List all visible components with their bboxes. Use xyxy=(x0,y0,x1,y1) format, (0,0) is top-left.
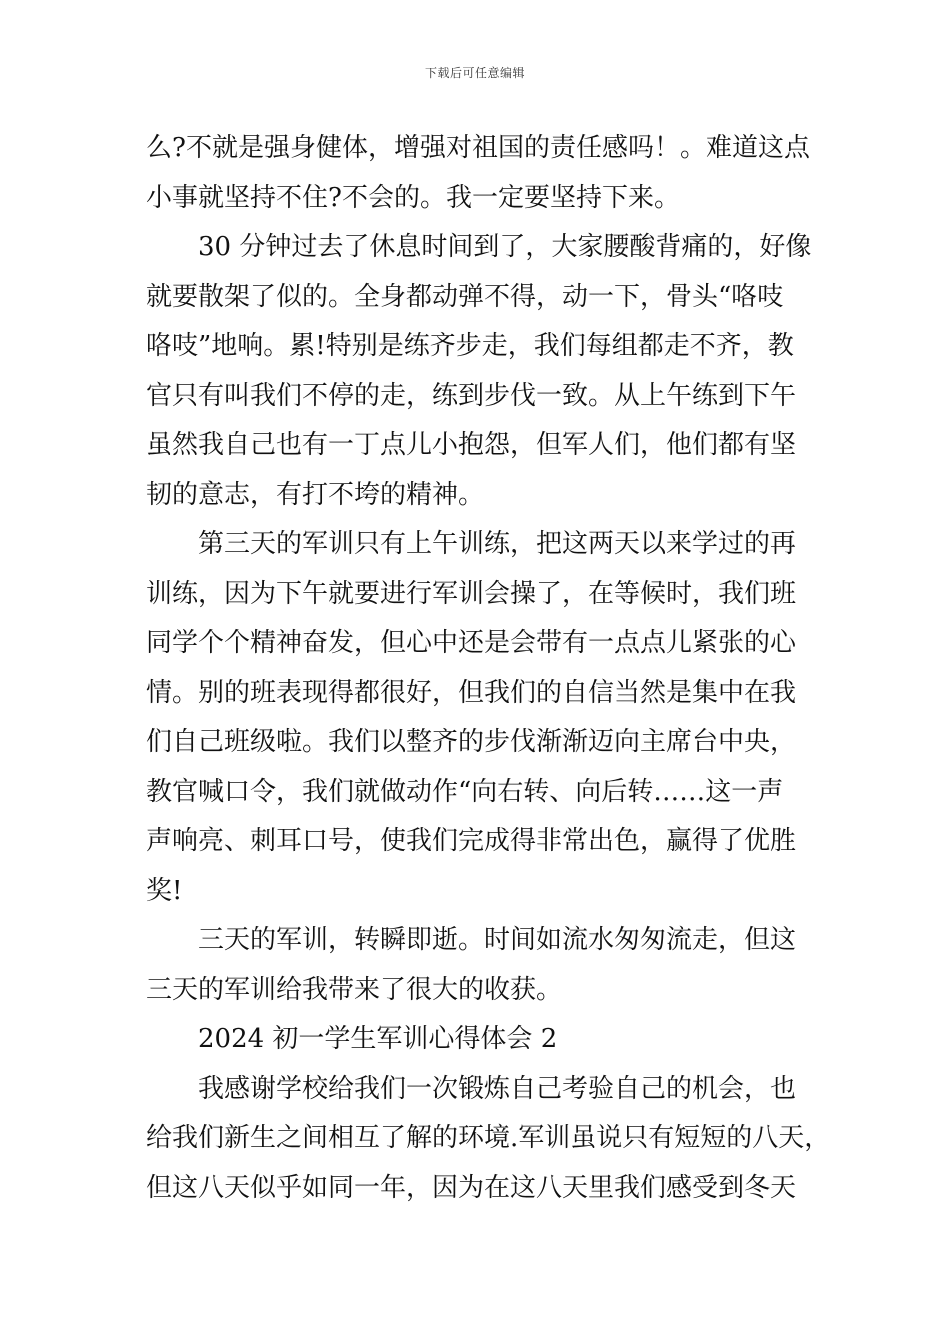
text-line: 小事就坚持不住?不会的。我一定要坚持下来。 xyxy=(146,182,680,213)
paragraph-5 xyxy=(146,1065,831,1214)
text-line: 第三天的军训只有上午训练，把这两天以来学过的再 xyxy=(198,529,797,559)
text-line: 同学个个精神奋发，但心中还是会带有一点点儿紧张的心 xyxy=(146,628,797,658)
paragraph-4 xyxy=(146,916,816,1015)
text-line: 三天的军训，转瞬即逝。时间如流水匆匆流走，但这 xyxy=(198,925,797,955)
text-line: 韧的意志，有打不垮的精神。 xyxy=(146,479,485,510)
text-line: 官只有叫我们不停的走，练到步伐一致。从上午练到下午 xyxy=(146,380,797,411)
text-line: 三天的军训给我带来了很大的收获。 xyxy=(146,974,563,1005)
text-line: 声响亮、刺耳口号，使我们完成得非常出色，赢得了优胜 xyxy=(146,826,797,856)
section-heading xyxy=(146,1015,816,1065)
text-line: 但这八天似乎如同一年，因为在这八天里我们感受到冬天 xyxy=(146,1172,797,1203)
text-line: 奖! xyxy=(146,875,183,906)
text-line: 么?不就是强身健体，增强对祖国的责任感吗！。难道这点 xyxy=(146,133,810,163)
text-line: 30 分钟过去了休息时间到了，大家腰酸背痛的，好像 xyxy=(198,232,812,262)
text-line: 就要散架了似的。全身都动弹不得，动一下，骨头“咯吱 xyxy=(146,281,784,312)
page-header-note: 下载后可任意编辑 xyxy=(424,66,525,80)
text-line: 给我们新生之间相互了解的环境.军训虽说只有短短的八天， xyxy=(146,1123,831,1153)
heading-line: 2024 初一学生军训心得体会 2 xyxy=(198,1024,558,1054)
paragraph-3 xyxy=(146,520,816,916)
text-line: 训练，因为下午就要进行军训会操了，在等候时，我们班 xyxy=(146,578,797,609)
paragraph-1 xyxy=(146,124,816,223)
text-line: 我感谢学校给我们一次锻炼自己考验自己的机会，也 xyxy=(198,1073,797,1104)
text-line: 教官喊口令，我们就做动作“向右转、向后转……这一声 xyxy=(146,776,784,807)
document-body xyxy=(146,124,831,1213)
paragraph-2 xyxy=(146,223,816,520)
text-line: 们自己班级啦。我们以整齐的步伐渐渐迈向主席台中央， xyxy=(146,727,797,757)
text-line: 情。别的班表现得都很好，但我们的自信当然是集中在我 xyxy=(146,677,797,708)
text-line: 虽然我自己也有一丁点儿小抱怨，但军人们，他们都有坚 xyxy=(146,430,797,460)
text-line: 咯吱”地响。累!特别是练齐步走，我们每组都走不齐，教 xyxy=(146,331,794,361)
